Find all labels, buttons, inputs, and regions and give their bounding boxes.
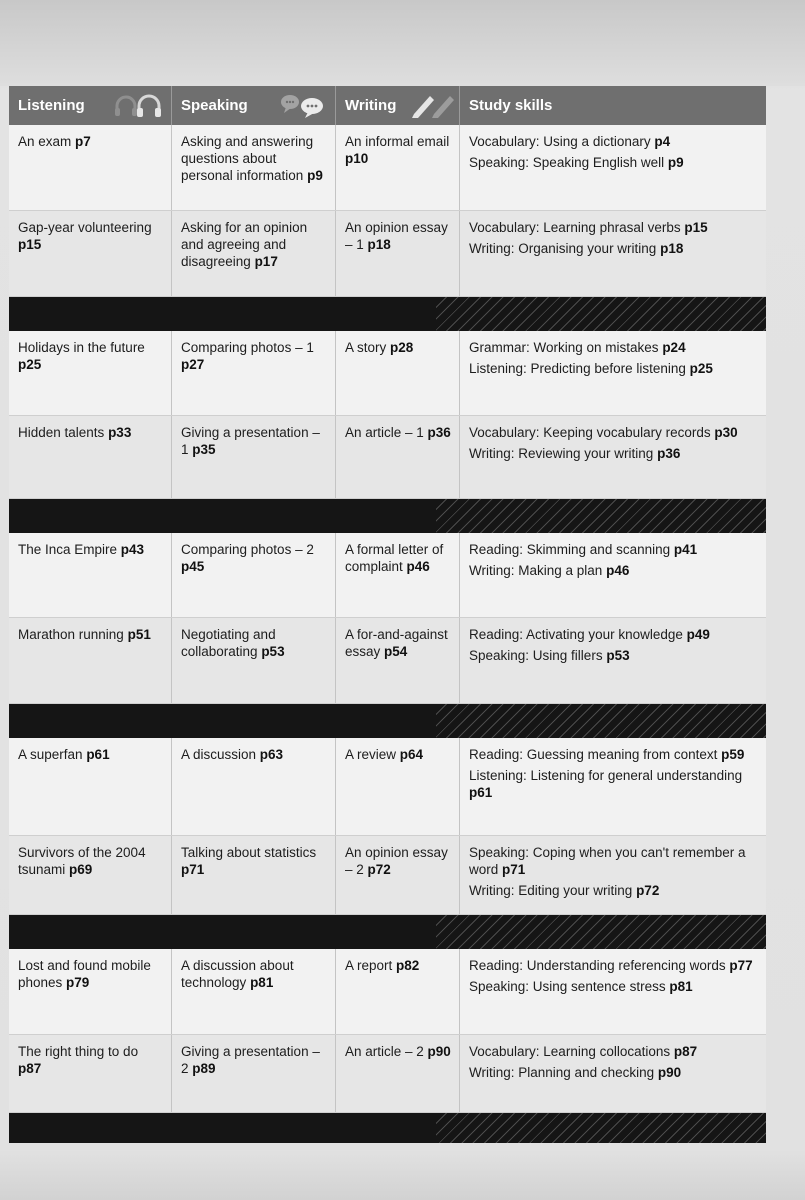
listening-title: An exam	[18, 134, 76, 149]
study-skills-cell	[460, 331, 766, 415]
page-ref: p4	[654, 134, 671, 149]
page-ref: p64	[399, 747, 424, 762]
listening-cell	[9, 331, 172, 415]
skill-text: Grammar: Working on mistakes	[469, 340, 663, 355]
skill-item	[469, 647, 758, 664]
header-speaking-label: Speaking	[181, 97, 248, 114]
page-ref: p10	[345, 151, 369, 166]
writing-title: An opinion essay – 1	[345, 220, 448, 252]
skill-item	[469, 767, 758, 801]
page-ref: p59	[721, 747, 745, 762]
page-ref: p53	[261, 644, 285, 659]
header-study-skills	[460, 86, 766, 125]
page-ref: p69	[69, 862, 93, 877]
table-row	[9, 331, 766, 416]
skill-item	[469, 240, 758, 257]
writing-title: An informal email	[345, 134, 450, 149]
page-ref: p46	[606, 563, 630, 578]
writing-cell	[336, 125, 460, 210]
writing-cell	[336, 949, 460, 1034]
skill-item	[469, 424, 758, 441]
page-ref: p77	[729, 958, 753, 973]
listening-cell	[9, 533, 172, 617]
writing-cell	[336, 331, 460, 415]
header-speaking	[172, 86, 336, 125]
writing-title: A story	[345, 340, 391, 355]
table-row	[9, 618, 766, 704]
skill-text: Writing: Organising your writing	[469, 241, 661, 256]
listening-title: Lost and found mobile phones	[18, 958, 151, 990]
listening-title: Gap-year volunteering	[18, 220, 152, 235]
writing-title: An article – 1	[345, 425, 428, 440]
page-ref: p33	[108, 425, 132, 440]
study-skills-cell	[460, 125, 766, 210]
page-ref: p72	[367, 862, 391, 877]
skill-text: Writing: Reviewing your writing	[469, 446, 658, 461]
page-ref: p61	[469, 785, 493, 800]
skill-item	[469, 133, 758, 150]
writing-title: An article – 2	[345, 1044, 428, 1059]
table-row	[9, 211, 766, 297]
page-ref: p63	[259, 747, 284, 762]
page-ref: p90	[427, 1044, 451, 1059]
speaking-title: Giving a presentation – 1	[181, 425, 320, 457]
page-ref: p54	[384, 644, 408, 659]
skill-text: Reading: Skimming and scanning	[469, 542, 674, 557]
skill-text: Vocabulary: Learning phrasal verbs	[469, 220, 685, 235]
skill-text: Reading: Activating your knowledge	[469, 627, 687, 642]
header-listening	[9, 86, 172, 125]
listening-cell	[9, 738, 172, 835]
page-ref: p61	[86, 747, 110, 762]
speaking-cell	[172, 211, 336, 296]
skill-item	[469, 882, 758, 899]
table-row	[9, 949, 766, 1035]
listening-cell	[9, 618, 172, 703]
skill-item	[469, 1064, 758, 1081]
listening-title: Marathon running	[18, 627, 128, 642]
study-skills-cell	[460, 533, 766, 617]
listening-cell	[9, 949, 172, 1034]
writing-title: An opinion essay – 2	[345, 845, 448, 877]
speaking-title: Giving a presentation – 2	[181, 1044, 320, 1076]
listening-title: A superfan	[18, 747, 87, 762]
page-ref: p43	[120, 542, 145, 557]
listening-cell	[9, 125, 172, 210]
header-writing-label: Writing	[345, 97, 397, 114]
writing-title: A review	[345, 747, 400, 762]
table-row	[9, 125, 766, 211]
table-row	[9, 416, 766, 499]
page-ref: p90	[657, 1065, 682, 1080]
writing-cell	[336, 533, 460, 617]
skill-text: Speaking: Using fillers	[469, 648, 607, 663]
page-ref: p18	[660, 241, 684, 256]
speaking-cell	[172, 416, 336, 498]
listening-title: Hidden talents	[18, 425, 109, 440]
speaking-title: Asking for an opinion and agreeing and disagreeing	[181, 220, 308, 269]
page-ref: p30	[714, 425, 738, 440]
page-ref: p36	[427, 425, 451, 440]
skill-item	[469, 626, 758, 643]
speaking-title: A discussion	[181, 747, 260, 762]
skill-text: Reading: Guessing meaning from context	[469, 747, 722, 762]
speaking-title: Negotiating and collaborating	[181, 627, 276, 659]
speaking-cell	[172, 1035, 336, 1112]
table-row	[9, 1035, 766, 1113]
page-ref: p15	[684, 220, 708, 235]
writing-title: A for-and-against essay	[345, 627, 448, 659]
table-row	[9, 836, 766, 915]
listening-title: The Inca Empire	[18, 542, 121, 557]
skill-text: Writing: Planning and checking	[469, 1065, 658, 1080]
listening-title: Holidays in the future	[18, 340, 145, 355]
skill-text: Reading: Understanding referencing words	[469, 958, 730, 973]
skill-text: Vocabulary: Learning collocations	[469, 1044, 674, 1059]
listening-title: The right thing to do	[18, 1044, 139, 1059]
skill-text: Listening: Listening for general understanding	[469, 768, 743, 783]
skill-item	[469, 339, 758, 356]
page-ref: p49	[686, 627, 710, 642]
unit-divider	[9, 1113, 766, 1143]
writing-cell	[336, 211, 460, 296]
listening-cell	[9, 416, 172, 498]
page-ref: p9	[307, 168, 323, 183]
table-header	[9, 86, 766, 125]
page-ref: p27	[181, 357, 205, 372]
skill-text: Writing: Editing your writing	[469, 883, 637, 898]
skill-text: Vocabulary: Keeping vocabulary records	[469, 425, 715, 440]
page-ref: p41	[673, 542, 698, 557]
page-ref: p7	[75, 134, 91, 149]
listening-cell	[9, 1035, 172, 1112]
page-ref: p79	[66, 975, 90, 990]
speaking-cell	[172, 125, 336, 210]
header-study-skills-label: Study skills	[469, 97, 553, 114]
header-writing	[336, 86, 460, 125]
speaking-title: Comparing photos – 2	[181, 542, 314, 557]
skill-text: Listening: Predicting before listening	[469, 361, 690, 376]
writing-title: A formal letter of complaint	[345, 542, 444, 574]
page-ref: p71	[181, 862, 205, 877]
skill-item	[469, 562, 758, 579]
page-ref: p81	[250, 975, 274, 990]
skill-item	[469, 541, 758, 558]
unit-divider	[9, 499, 766, 533]
listening-cell	[9, 836, 172, 914]
page-ref: p24	[662, 340, 686, 355]
page-ref: p17	[254, 254, 278, 269]
page-ref: p51	[127, 627, 151, 642]
speech-bubbles-icon	[278, 93, 330, 123]
page-ref: p46	[406, 559, 430, 574]
study-skills-cell	[460, 416, 766, 498]
page-ref: p25	[18, 357, 42, 372]
skill-text: Speaking: Coping when you can't remember a word	[469, 845, 746, 877]
unit-divider	[9, 297, 766, 331]
study-skills-cell	[460, 211, 766, 296]
page-ref: p36	[657, 446, 681, 461]
skill-item	[469, 978, 758, 995]
writing-cell	[336, 836, 460, 914]
skill-item	[469, 154, 758, 171]
page-ref: p9	[667, 155, 684, 170]
writing-cell	[336, 1035, 460, 1112]
skill-text: Vocabulary: Using a dictionary	[469, 134, 655, 149]
skill-item	[469, 1043, 758, 1060]
page-ref: p87	[18, 1061, 42, 1076]
speaking-title: A discussion about technology	[181, 958, 294, 990]
page-ref: p87	[673, 1044, 698, 1059]
speaking-cell	[172, 738, 336, 835]
skill-item	[469, 957, 758, 974]
header-listening-label: Listening	[18, 97, 85, 114]
page-ref: p35	[192, 442, 216, 457]
page-ref: p45	[181, 559, 205, 574]
listening-title: Survivors of the 2004 tsunami	[18, 845, 146, 877]
skill-item	[469, 844, 758, 878]
page-ref: p53	[606, 648, 630, 663]
speaking-title: Comparing photos – 1	[181, 340, 314, 355]
speaking-cell	[172, 949, 336, 1034]
page-ref: p89	[192, 1061, 216, 1076]
speaking-cell	[172, 331, 336, 415]
study-skills-cell	[460, 1035, 766, 1112]
page-ref: p82	[396, 958, 420, 973]
contents-table	[9, 86, 766, 1143]
speaking-title: Asking and answering questions about personal information	[181, 134, 314, 183]
writing-title: A report	[345, 958, 397, 973]
table-row	[9, 533, 766, 618]
page-ref: p25	[689, 361, 713, 376]
writing-cell	[336, 618, 460, 703]
study-skills-cell	[460, 618, 766, 703]
page-ref: p28	[390, 340, 414, 355]
listening-cell	[9, 211, 172, 296]
page-top-edge	[0, 0, 805, 86]
unit-divider	[9, 915, 766, 949]
page-ref: p15	[18, 237, 42, 252]
skill-item	[469, 219, 758, 236]
unit-divider	[9, 704, 766, 738]
skill-text: Speaking: Using sentence stress	[469, 979, 670, 994]
skill-item	[469, 445, 758, 462]
study-skills-cell	[460, 836, 766, 914]
pencil-icon	[410, 92, 458, 122]
page-ref: p71	[502, 862, 526, 877]
study-skills-cell	[460, 949, 766, 1034]
writing-cell	[336, 738, 460, 835]
speaking-cell	[172, 533, 336, 617]
speaking-cell	[172, 836, 336, 914]
skill-item	[469, 746, 758, 763]
headphones-icon	[113, 94, 165, 122]
page-ref: p72	[636, 883, 660, 898]
study-skills-cell	[460, 738, 766, 835]
skill-item	[469, 360, 758, 377]
speaking-cell	[172, 618, 336, 703]
skill-text: Speaking: Speaking English well	[469, 155, 668, 170]
writing-cell	[336, 416, 460, 498]
page-ref: p81	[669, 979, 693, 994]
speaking-title: Talking about statistics	[181, 845, 317, 860]
page-ref: p18	[367, 237, 391, 252]
table-row	[9, 738, 766, 836]
skill-text: Writing: Making a plan	[469, 563, 607, 578]
